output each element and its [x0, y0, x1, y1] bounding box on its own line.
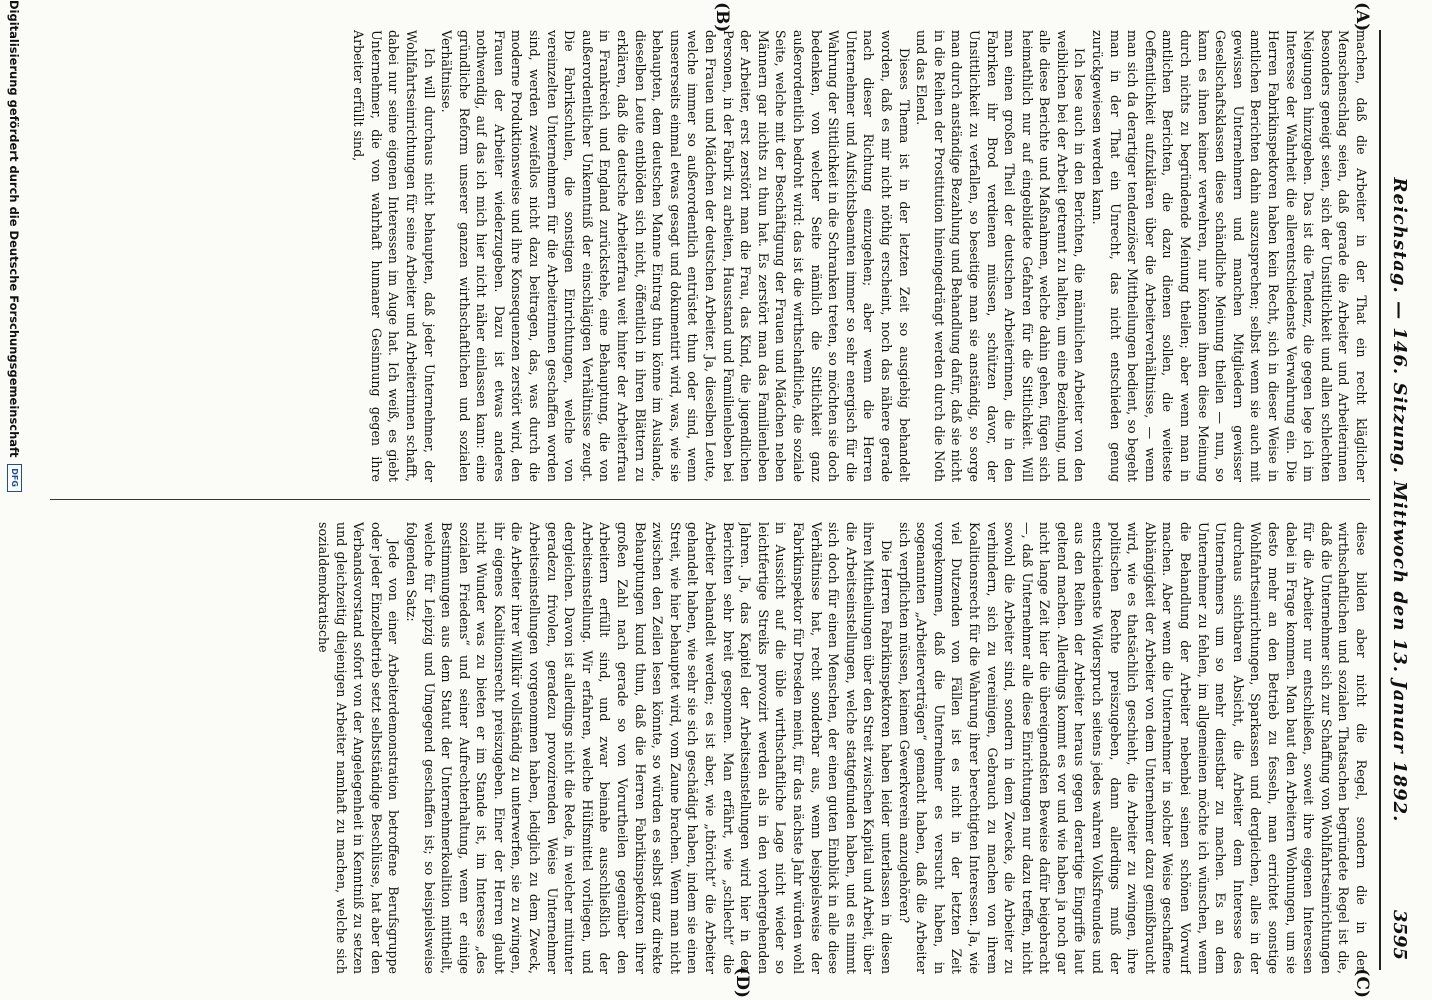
paragraph: Die Herren Fabrikinspektoren haben leider unterlassen in diesen ihren Mittheilungen über den Streit zwischen Kapital und Arbeit, über die Arbeitseinstellungen, welche stattgefunden haben, und es nimmt sich doch für einen Menschen, der einen guten Einblick in alle diese Verhältnisse hat, recht sonderbar aus, wenn beispielsweise der Fabrikinspektor für Dresden meint, für das nächste Jahr würden wohl in Aussicht auf die üble wirthschaftliche Lage nicht wieder so leichtfertige Streiks provozirt werden als in den vorhergehenden Jahren. Ja, das Kapitel der Arbeitseinstellungen wird hier in den Berichten sehr breit gesponnen. Man erfährt, wie „schlecht“ die Arbeiter behandelt werden; es ist aber, wie „thöricht“ die Arbeiter gehandelt haben, wie sehr sie sich geschädigt haben, indem sie einen Streit, wie hier behauptet wird, vom Zaune brachen. Wenn man nicht zwischen den Zeilen lesen könnte, so würden es selbst ganz direkte Behauptungen kund thun, daß die Herren Fabrikinspektoren ihrer großen Zahl nach gerade so von Vorurtheilen gegenüber den Arbeitern erfüllt sind, und zwar beinahe ausschließlich der Arbeitseinstellung. Wir erfahren, welche Hülfsmittel vorliegen, und dergleichen. Davon ist allerdings nicht die Rede, in welcher mitunter geradezu frivolen, geradezu provozirenden Weise Unternehmer Arbeitseinstellungen vorgenommen haben, lediglich zu dem Zweck, die Arbeiter ihrer Willkür vollständig zu unterwerfen, sie zu zwingen, ihr eigenes Koalitionsrecht preiszugeben. Einer der Herren glaubt nicht Wunder was zu bieten er im Stande ist, im Interesse „des sozialen Friedens“ und seiner Aufrechterhaltung, wenn er einige Bestimmungen aus dem Statut der Unternehmerkoalition mittheilt, welche für Leipzig und Umgegend geschaffen ist; so beispielsweise folgenden Satz:	[403, 522, 894, 974]
margin-marker-d: (D)	[732, 967, 752, 998]
margin-marker-b: (B)	[712, 2, 732, 33]
margin-marker-c: (C)	[1352, 968, 1372, 998]
digitization-credit	[7, 0, 22, 1000]
page-header-title: Reichstag. — 146. Sitzung. Mittwoch den 13. Januar 1892.	[1389, 177, 1410, 823]
running-head	[1384, 30, 1414, 970]
paragraph: Ich will durchaus nicht behaupten, daß jeder Unternehmer, der Wohlfahrtseinrichtungen für seine Arbeiter und Arbeiterinnen schafft, dabei nur seine eigenen Interessen im Auge hat. Ich weiß, es giebt Unternehmer, die von wahrhaft humaner Gesinnung gegen ihre Arbeiter erfüllt sind,	[351, 30, 437, 482]
paragraph: diese bilden aber nicht die Regel, sondern die in den wirthschaftlichen und sozialen Thatsachen begründete Regel ist die, daß die Unternehmer sich zur Schaffung von Wohlfahrtseinrichtungen für die Arbeiter nur entschließen, soweit ihre eigenen Interessen dabei in Frage kommen. Man baut den Arbeitern Wohnungen, um sie desto mehr an den Betrieb zu fesseln, man errichtet sonstige Wohlfahrtseinrichtungen, Sparkassen und dergleichen, alles in der durchaus sichtbaren Absicht, die Arbeiter dem Interesse des Unternehmers um so mehr dienstbar zu machen. Es an dem Unternehmer zu fehlen, im allgemeinen möchte ich wünschen, wenn die Behandlung der Arbeiter nebenbei seinen schönen Vorwurf machen. Aber wenn die Unternehmer in solcher Weise geschaffene Abhängigkeit der Arbeiter von dem Unternehmer dazu gemißbraucht wird, wie es thatsächlich geschieht, die Arbeiter zu zwingen, ihre politischen Rechte preiszugeben, dann allerdings muß der entschiedenste Widerspruch seitens jedes wahren Volksfreundes und aus den Reihen der Arbeiter heraus gegen derartige Eingriffe laut geltend machen. Allerdings kommt es vor und wie haben ja noch gar nicht lange Zeit hier die übereignendsten Beweise dafür beigebracht —, daß Unternehmer alle diese Einrichtungen nur dazu treffen, nicht sowohl die Arbeiter sind, sondern in dem Zwecke, die Arbeiter zu verhindern, sich zu vereinigen, Gebrauch zu machen von ihrem Koalitionsrecht für die Wahrung ihrer berechtigten Interessen. Ja, wie viel Dutzenden von Fällen ist es nicht in der letzten Zeit vorgekommen, daß die Unternehmer es versucht haben, in sogenannten „Arbeiterverträgen“ gemacht haben, daß die Arbeiter sich verpflichten müssen, keinem Gewerkverein anzugehören?	[896, 522, 1369, 974]
header-rule	[1379, 30, 1381, 970]
paragraph: Jede von einer Arbeiterdemonstration betroffene Berufsgruppe oder jeder Einzelbetrieb setzt selbstständige Beschlüsse, hat aber den Verbandsvorstand sofort von der Angelegenheit in Kenntniß zu setzen und gleichzeitig diejenigen Arbeiter namhaft zu machen, welche sich sozialdemokratische	[315, 522, 402, 974]
paragraph: Dieses Thema ist in der letzten Zeit so ausgiebig behandelt worden, daß es mir nicht nöthig erscheint, noch das nähere gerade nach dieser Richtung einzugehen; aber wenn die Herren Unternehmer und Aufsichtsbeamten immer so sehr energisch für die Wahrung der Sittlichkeit in die Schranken treten, so möchten sie doch bedenken, von welcher Seite nämlich die Sittlichkeit ganz außerordentlich bedroht wird: das ist die wirthschaftliche, die soziale Seite, welche mit der Beschäftigung der Frauen und Mädchen neben Männern gar nichts zu thun hat. Es zerstört man das Familienleben der Arbeiter, erst zerstört man die Frau, das Kind, die jugendlichen Personen, in der Fabrik zu arbeiten, Hausstand und Familienleben bei den Frauen und Mädchen der deutschen Arbeiter. Ja, dieselben Leute, welche immer so außerordentlich entrüstet thun oder sind, wenn unsererseits einmal etwas gesagt und dokumentirt wird, was, wie sie behaupten, dem deutschen Manne Eintrag thun könne im Auslande, dieselben Leute entblöden sich nicht, öffentlich in ihren Blättern zu erklären, daß die deutsche Arbeiterfrau weit hinter der Arbeiterfrau in Frankreich und England zurückstehe, eine Behauptung, die von außerordentlicher Unkenntniß der einschlägigen Verhältnisse zeugt. Die Fabrikschulen, die sonstigen Einrichtungen, welche von vereinzelten Unternehmern für die Arbeiterinnen geschaffen worden sind, werden zweifellos nicht dazu beitragen, das, was durch die moderne Produktionsweise und ihre Konsequenzen zerstört wird, den Frauen der Arbeiter wiederzugeben. Dazu ist etwas anderes nothwendig, auf das ich mich hier nicht näher einlassen kann: eine gründliche Reform unserer ganzen wirthschaftlichen und sozialen Verhältnisse.	[439, 30, 912, 482]
column-divider	[50, 499, 1370, 500]
paragraph: Ich lese auch in den Berichten, die männlichen Arbeiter von den weiblichen bei der Arbeit getrennt zu halten, um eine Beziehung, und alle diese Berichte und Maßnahmen, welche dahin gehen, fügen sich heimathlich nur auf eingebildete Gefahren für die Sittlichkeit. Will man einen großen Theil der deutschen Arbeiterinnen, die in den Fabriken ihr Brod verdienen müssen, schützen davor, der Unsittlichkeit zu verfallen, so beseitige man sie anständig, so sorge man durch anständige Bezahlung und Behandlung dafür, daß sie nicht in die Reihen der Prostitution hineingedrängt werden durch die Noth und das Elend.	[914, 30, 1088, 482]
left-text-column	[50, 30, 1370, 482]
paragraph: machen, daß die Arbeiter in der That ein recht kläglicher Menschenschlag seien, daß gerade die Arbeiter und Arbeiterinnen besonders geneigt seien, sich der Unsittlichkeit und allen schlechten Neigungen hinzugeben. Das ist die Tendenz, die gegen lege ich im Interesse der Wahrheit die allerentschiedenste Verwahrung ein. Die Herren Fabrikinspektoren haben kein Recht, sich in dieser Weise in amtlichen Berichten dahin auszusprechen; selbst wenn sie auch mit gewissen Unternehmern und manchen Mitgliedern gewisser Gesellschaftsklassen diese schändliche Meinung theilen — nun, so kann es ihnen keiner verwehren, nur können ihnen diese Meinung durch nichts zu begründende Meinung theilen; aber wenn man in amtlichen Berichten, die dazu dienen sollen, die weiteste Oeffentlichkeit aufzuklären über die Arbeiterverhältnisse, — wenn man sich da derartiger tendenziöser Mittheilungen bedient, so begeht man in der That ein Unrecht, das nicht entschieden genug zurückgewiesen werden kann.	[1090, 30, 1369, 482]
credit-text: Digitalisierung gefördert durch die Deutsche Forschungsgemeinschaft	[7, 0, 22, 458]
right-text-column	[50, 522, 1370, 974]
margin-marker-a: (A)	[1352, 2, 1372, 32]
page-number: 3595	[1389, 909, 1410, 960]
dfg-logo: DFG	[7, 464, 22, 492]
